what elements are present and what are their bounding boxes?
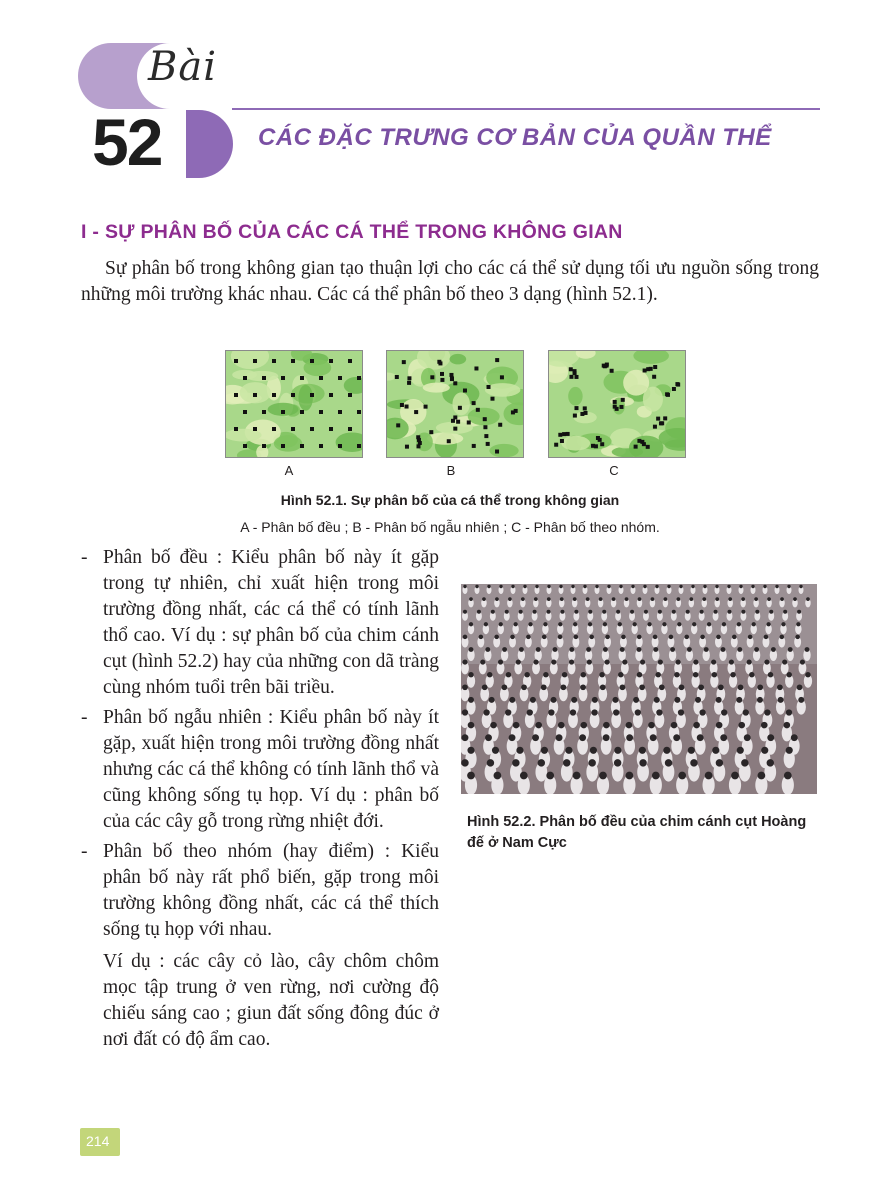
individual-dot [500,375,504,379]
individual-dot [574,406,578,410]
panel-label-a: A [284,463,294,478]
individual-dot [338,444,342,448]
individual-dot [281,376,285,380]
page-number: 214 [86,1133,110,1149]
individual-dot [243,444,247,448]
individual-dot [407,376,411,380]
individual-dot [319,410,323,414]
individual-dot [649,367,653,371]
individual-dot [253,427,257,431]
individual-dot [472,401,476,405]
individual-dot [253,359,257,363]
individual-dot [338,376,342,380]
individual-dot [653,365,657,369]
individual-dot [234,359,238,363]
lesson-title: CÁC ĐẶC TRƯNG CƠ BẢN CỦA QUẦN THỂ [258,124,772,151]
individual-dot [637,439,641,443]
individual-dot [291,393,295,397]
page-number-badge [80,1128,120,1156]
individual-dot [583,406,587,410]
individual-dot [300,376,304,380]
example-paragraph: Ví dụ : các cây cỏ lào, cây chôm chôm mọc tập trung ở ven rừng, nơi cường độ chiếu sáng cao ; giun đất sống đông đúc ở nơi đất có độ ẩm cao. [103,951,439,1050]
individual-dot [474,366,478,370]
individual-dot [613,405,617,409]
individual-dot [483,417,487,421]
individual-dot [234,393,238,397]
individual-dot [656,417,660,421]
individual-dot [348,359,352,363]
bullet-list [81,545,439,1053]
individual-dot [440,372,444,376]
individual-dot [329,393,333,397]
individual-dot [310,393,314,397]
individual-dot [262,376,266,380]
individual-dot [407,381,411,385]
individual-dot [486,442,490,446]
individual-dot [560,439,564,443]
individual-dot [453,381,457,385]
list-item: - Phân bố theo nhóm (hay điểm) : Kiểu phân bố này rất phổ biến, gặp trong môi trường không đồng nhất, các cá thể thích sống tụ họp với nhau. [81,841,439,940]
individual-dot [483,425,487,429]
individual-dot [262,410,266,414]
random-distribution-illustration [387,351,523,457]
individual-dot [281,444,285,448]
individual-dot [569,367,573,371]
lesson-number: 52 [92,105,162,179]
individual-dot [243,410,247,414]
individual-dot [558,433,562,437]
individual-dot [272,359,276,363]
individual-dot [429,430,433,434]
individual-dot [584,411,588,415]
individual-dot [453,415,457,419]
individual-dot [472,444,476,448]
individual-dot [416,444,420,448]
individual-dot [566,432,570,436]
individual-dot [400,403,404,407]
individual-dot [634,445,638,449]
individual-dot [613,400,617,404]
individual-dot [281,410,285,414]
individual-dot [357,444,361,448]
individual-dot [458,406,462,410]
individual-dot [300,444,304,448]
individual-dot [596,436,600,440]
individual-dot [602,364,606,368]
individual-dot [405,405,409,409]
clumped-distribution-illustration [549,351,685,457]
individual-dot [357,410,361,414]
bullet-text-uniform: Phân bố đều : Kiểu phân bố này ít gặp trong tự nhiên, chỉ xuất hiện trong môi trường đồng nhất, các cá thể có tính lãnh thổ cao. Ví dụ : sự phân bố của chim cánh cụt (hình 52.2) hay của những con dã tràng cùng nhóm tuổi trên bãi triều. [103,547,440,698]
individual-dot [243,376,247,380]
panel-label-b: B [446,463,456,478]
individual-dot [453,427,457,431]
individual-dot [438,361,442,365]
individual-dot [300,410,304,414]
figure1-caption-subtitle: A - Phân bố đều ; B - Phân bố ngẫu nhiên ; C - Phân bố theo nhóm. [240,519,660,535]
individual-dot [653,425,657,429]
penguin-illustration [461,584,817,794]
individual-dot [291,359,295,363]
uniform-distribution-illustration [226,351,362,457]
individual-dot [498,423,502,427]
individual-dot [424,405,428,409]
individual-dot [262,444,266,448]
individual-dot [272,393,276,397]
figure2-caption: Hình 52.2. Phân bố đều của chim cánh cụt Hoàng đế ở Nam Cực [467,814,807,851]
penguin-colony-photo [461,584,817,794]
individual-dot [484,434,488,438]
individual-dot [463,389,467,393]
individual-dot [643,368,647,372]
individual-dot [456,420,460,424]
individual-dot [495,358,499,362]
individual-dot [234,427,238,431]
individual-dot [319,444,323,448]
individual-dot [450,377,454,381]
individual-dot [430,375,434,379]
section-heading: I - SỰ PHÂN BỐ CỦA CÁC CÁ THỂ TRONG KHÔNG GIAN [81,221,623,243]
individual-dot [417,438,421,442]
individual-dot [395,375,399,379]
individual-dot [310,359,314,363]
intro-paragraph: Sự phân bố trong không gian tạo thuận lợi cho các cá thể sử dụng tối ưu nguồn sống trong những môi trường khác nhau. Các cá thể phân bố theo 3 dạng (hình 52.1). [81,258,819,305]
panel-label-c: C [609,463,619,478]
individual-dot [405,445,409,449]
individual-dot [319,376,323,380]
individual-dot [338,410,342,414]
individual-dot [569,375,573,379]
individual-dot [562,432,566,436]
individual-dot [449,373,453,377]
individual-dot [329,359,333,363]
individual-dot [594,444,598,448]
individual-dot [573,369,577,373]
individual-dot [402,360,406,364]
individual-dot [600,442,604,446]
lesson-word: Bài [148,44,218,90]
bullet-text-clumped: Phân bố theo nhóm (hay điểm) : Kiểu phân bố này rất phổ biến, gặp trong môi trường không đồng nhất, các cá thể thích sống tụ họp với nhau. [103,841,439,940]
individual-dot [414,410,418,414]
individual-dot [272,427,276,431]
individual-dot [348,427,352,431]
individual-dot [396,423,400,427]
individual-dot [329,427,333,431]
individual-dot [467,420,471,424]
list-item: - Phân bố ngẫu nhiên : Kiểu phân bố này ít gặp, xuất hiện trong môi trường đồng nhất nhưng các cá thể không có tính lãnh thổ và cũng không sống tụ họp. Ví dụ : phân bố của các cây gỗ trong rừng nhiệt đới. [81,707,439,832]
individual-dot [490,397,494,401]
individual-dot [476,408,480,412]
individual-dot [253,393,257,397]
individual-dot [574,375,578,379]
individual-dot [676,383,680,387]
individual-dot [486,385,490,389]
individual-dot [646,445,650,449]
individual-dot [357,376,361,380]
distribution-panel-uniform [225,350,363,458]
individual-dot [652,375,656,379]
individual-dot [310,427,314,431]
individual-dot [672,387,676,391]
individual-dot [511,410,515,414]
list-item: - Phân bố đều : Kiểu phân bố này ít gặp trong tự nhiên, chỉ xuất hiện trong môi trường đồng nhất, các cá thể có tính lãnh thổ cao. Ví dụ : sự phân bố của chim cánh cụt (hình 52.2) hay của những con dã tràng cùng nhóm tuổi trên bãi triều. [81,547,440,698]
individual-dot [291,427,295,431]
individual-dot [440,378,444,382]
header-rule [232,108,820,110]
individual-dot [610,369,614,373]
individual-dot [660,421,664,425]
individual-dot [573,414,577,418]
individual-dot [554,443,558,447]
individual-dot [495,450,499,454]
individual-dot [619,405,623,409]
individual-dot [666,393,670,397]
individual-dot [621,398,625,402]
individual-dot [348,393,352,397]
distribution-panel-clumped [548,350,686,458]
individual-dot [447,439,451,443]
bullet-text-random: Phân bố ngẫu nhiên : Kiểu phân bố này ít gặp, xuất hiện trong môi trường đồng nhất nhưng các cá thể không có tính lãnh thổ và cũng không sống tụ họp. Ví dụ : phân bố của các cây gỗ trong rừng nhiệt đới. [103,707,439,832]
figure1-caption-title: Hình 52.1. Sự phân bố của cá thể trong không gian [280,492,620,508]
distribution-panel-random [386,350,524,458]
individual-dot [663,416,667,420]
